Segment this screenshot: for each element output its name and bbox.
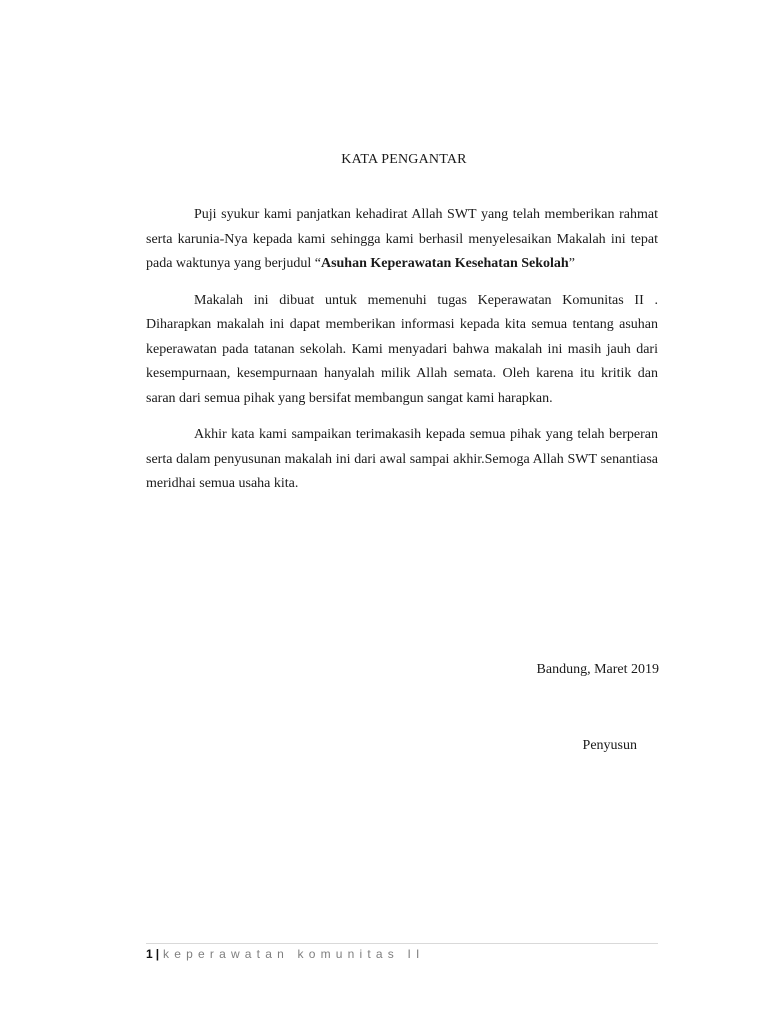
- paragraph-opening: [146, 203, 658, 277]
- signer-name: Penyusun: [582, 738, 637, 753]
- page-footer: [146, 947, 425, 961]
- place-date: Bandung, Maret 2019: [536, 662, 659, 677]
- paragraph-purpose: Makalah ini dibuat untuk memenuhi tugas Keperawatan Komunitas II . Diharapkan makalah ini dapat memberikan informasi kepada kita semua tentang asuhan keperawatan pada tatanan sekolah. Kami menyadari bahwa makalah ini masih jauh dari kesempurnaan, kesempurnaan hanyalah milik Allah semata. Oleh karena itu kritik dan saran dari semua pihak yang bersifat membangun sangat kami harapkan.: [146, 292, 658, 406]
- page-title: KATA PENGANTAR: [341, 152, 467, 167]
- document-body: [146, 203, 658, 509]
- footer-divider: [146, 943, 658, 944]
- page-number: 1: [146, 947, 153, 961]
- footer-separator: |: [155, 947, 160, 961]
- closing-quote: ”: [568, 256, 575, 271]
- paper-title-bold: Asuhan Keperawatan Kesehatan Sekolah: [320, 256, 569, 271]
- paragraph-opening-text: Puji syukur kami panjatkan kehadirat Allah SWT yang telah memberikan rahmat serta karunia-Nya kepada kami sehingga kami berhasil menyelesaikan Makalah ini tepat pada waktunya yang berjudul “: [146, 207, 658, 271]
- footer-label: keperawatan komunitas II: [163, 947, 425, 961]
- paragraph-closing: Akhir kata kami sampaikan terimakasih kepada semua pihak yang telah berperan serta dalam penyusunan makalah ini dari awal sampai akhir.Semoga Allah SWT senantiasa meridhai semua usaha kita.: [146, 427, 658, 491]
